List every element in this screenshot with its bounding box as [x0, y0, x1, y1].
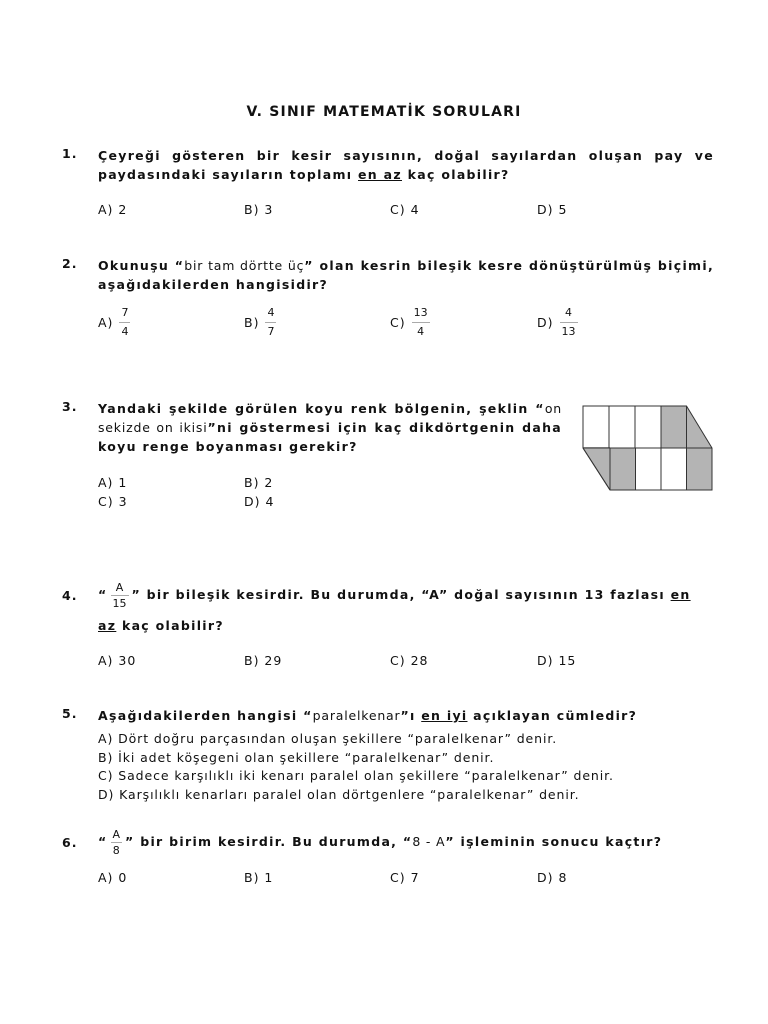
question-number: 6.	[62, 835, 78, 850]
inline-fraction: $\frac{A}{15}$	[112, 581, 127, 610]
option-b[interactable]: B) $\frac{4}{7}$	[244, 304, 276, 341]
stem-text: kaç olabilir?	[116, 618, 224, 633]
stem-quote: paralelkenar	[312, 708, 401, 723]
question-number: 4.	[62, 588, 78, 603]
question-number: 2.	[62, 256, 78, 271]
option-c[interactable]: C) 3	[98, 494, 128, 509]
option-c[interactable]: C) 4	[390, 202, 420, 217]
question-1	[62, 146, 714, 222]
stem-text: Çeyreği gösteren bir kesir sayısının, doğal sayılardan oluşan pay ve paydasındaki sayıların toplamı	[98, 148, 714, 182]
option-b[interactable]: B) İki adet köşegeni olan şekillere “paralelkenar” denir.	[98, 749, 495, 765]
parallelogram-grid-figure	[580, 403, 716, 493]
stem-emphasis: en iyi	[421, 708, 468, 723]
option-row	[98, 870, 714, 890]
question-stem	[98, 256, 714, 294]
question-number: 1.	[62, 146, 78, 161]
stem-quote: on sekizde on ikisi	[98, 401, 562, 435]
option-c[interactable]: C) $\frac{13}{4}$	[390, 304, 430, 341]
stem-text: ”ı	[400, 708, 422, 723]
question-stem	[98, 146, 714, 184]
question-number: 3.	[62, 399, 78, 414]
stem-text: Yandaki şekilde görülen koyu renk bölgenin, şeklin “	[98, 401, 545, 416]
fraction: $\frac{13}{4}$	[413, 306, 428, 338]
question-5	[62, 706, 714, 804]
option-list	[62, 730, 714, 804]
shaded-rectangle	[687, 448, 713, 490]
inline-fraction: $\frac{A}{8}$	[112, 828, 121, 857]
question-6	[62, 827, 714, 890]
question-stem: “ $\frac{A}{8}$ ” bir birim kesirdir. Bu durumda, “8 - A” işleminin sonucu kaçtır?	[98, 828, 663, 857]
shaded-rectangle	[610, 448, 636, 490]
option-c[interactable]: C) 7	[390, 870, 420, 885]
stem-text: açıklayan cümledir?	[467, 708, 638, 723]
question-number: 5.	[62, 706, 78, 721]
option-c[interactable]: C) Sadece karşılıklı iki kenarı paralel olan şekillere “paralelkenar” denir.	[98, 768, 614, 783]
stem-text: Aşağıdakilerden hangisi “	[98, 708, 313, 723]
option-row	[98, 202, 714, 222]
stem-quote: 8 - A	[412, 834, 446, 849]
option-d[interactable]: D) 8	[537, 870, 568, 885]
stem-quote: bir tam dörtte üç	[184, 258, 305, 273]
question-2	[62, 256, 714, 340]
fraction: $\frac{7}{4}$	[121, 306, 129, 338]
option-a[interactable]: A) 0	[98, 870, 128, 885]
option-row	[98, 494, 714, 513]
option-d[interactable]: D) $\frac{4}{13}$	[537, 304, 578, 341]
stem-text: ” işleminin sonucu kaçtır?	[445, 834, 663, 849]
fraction: $\frac{4}{7}$	[267, 306, 275, 338]
option-a[interactable]: A) 1	[98, 475, 128, 490]
question-stem	[98, 706, 714, 725]
option-row	[98, 300, 714, 340]
option-d[interactable]: D) Karşılıklı kenarları paralel olan dörtgenlere “paralelkenar” denir.	[98, 786, 580, 802]
option-b[interactable]: B) 2	[244, 475, 274, 490]
option-a[interactable]: A) Dört doğru parçasından oluşan şekillere “paralelkenar” denir.	[98, 731, 558, 746]
shaded-rectangle	[661, 406, 687, 448]
stem-text: kaç olabilir?	[401, 167, 510, 182]
option-b[interactable]: B) 3	[244, 202, 274, 217]
option-d[interactable]: D) 15	[537, 653, 577, 668]
option-b[interactable]: B) 1	[244, 870, 274, 885]
question-stem	[98, 399, 562, 456]
option-c[interactable]: C) 28	[390, 653, 429, 668]
option-a[interactable]: A) $\frac{7}{4}$	[98, 304, 130, 341]
option-d[interactable]: D) 4	[244, 494, 275, 509]
stem-text: ” olan kesrin bileşik kesre dönüştürülmüş biçimi, aşağıdakilerden hangisidir?	[98, 258, 714, 292]
option-a[interactable]: A) 30	[98, 653, 137, 668]
stem-emphasis: en az	[358, 167, 402, 182]
stem-text: ” bir birim kesirdir. Bu durumda, “	[125, 834, 413, 849]
stem-text: Okunuşu “	[98, 258, 185, 273]
page-title: V. SINIF MATEMATİK SORULARI	[246, 104, 522, 120]
option-a[interactable]: A) 2	[98, 202, 128, 217]
stem-emphasis: en	[670, 587, 691, 602]
option-d[interactable]: D) 5	[537, 202, 568, 217]
option-row	[98, 653, 714, 673]
question-stem: “ $\frac{A}{15}$ ” bir bileşik kesirdir. Bu durumda, “A” doğal sayısının 13 fazlası en az kaç olabilir?	[98, 581, 691, 633]
stem-emphasis: az	[98, 618, 117, 633]
question-4	[62, 580, 714, 673]
stem-text: ” bir bileşik kesirdir. Bu durumda, “A” doğal sayısının 13 fazlası	[131, 587, 671, 602]
fraction: $\frac{4}{13}$	[561, 306, 576, 338]
option-b[interactable]: B) 29	[244, 653, 283, 668]
stem-text: ”ni göstermesi için kaç dikdörtgenin daha koyu renge boyanması gerekir?	[98, 420, 563, 454]
